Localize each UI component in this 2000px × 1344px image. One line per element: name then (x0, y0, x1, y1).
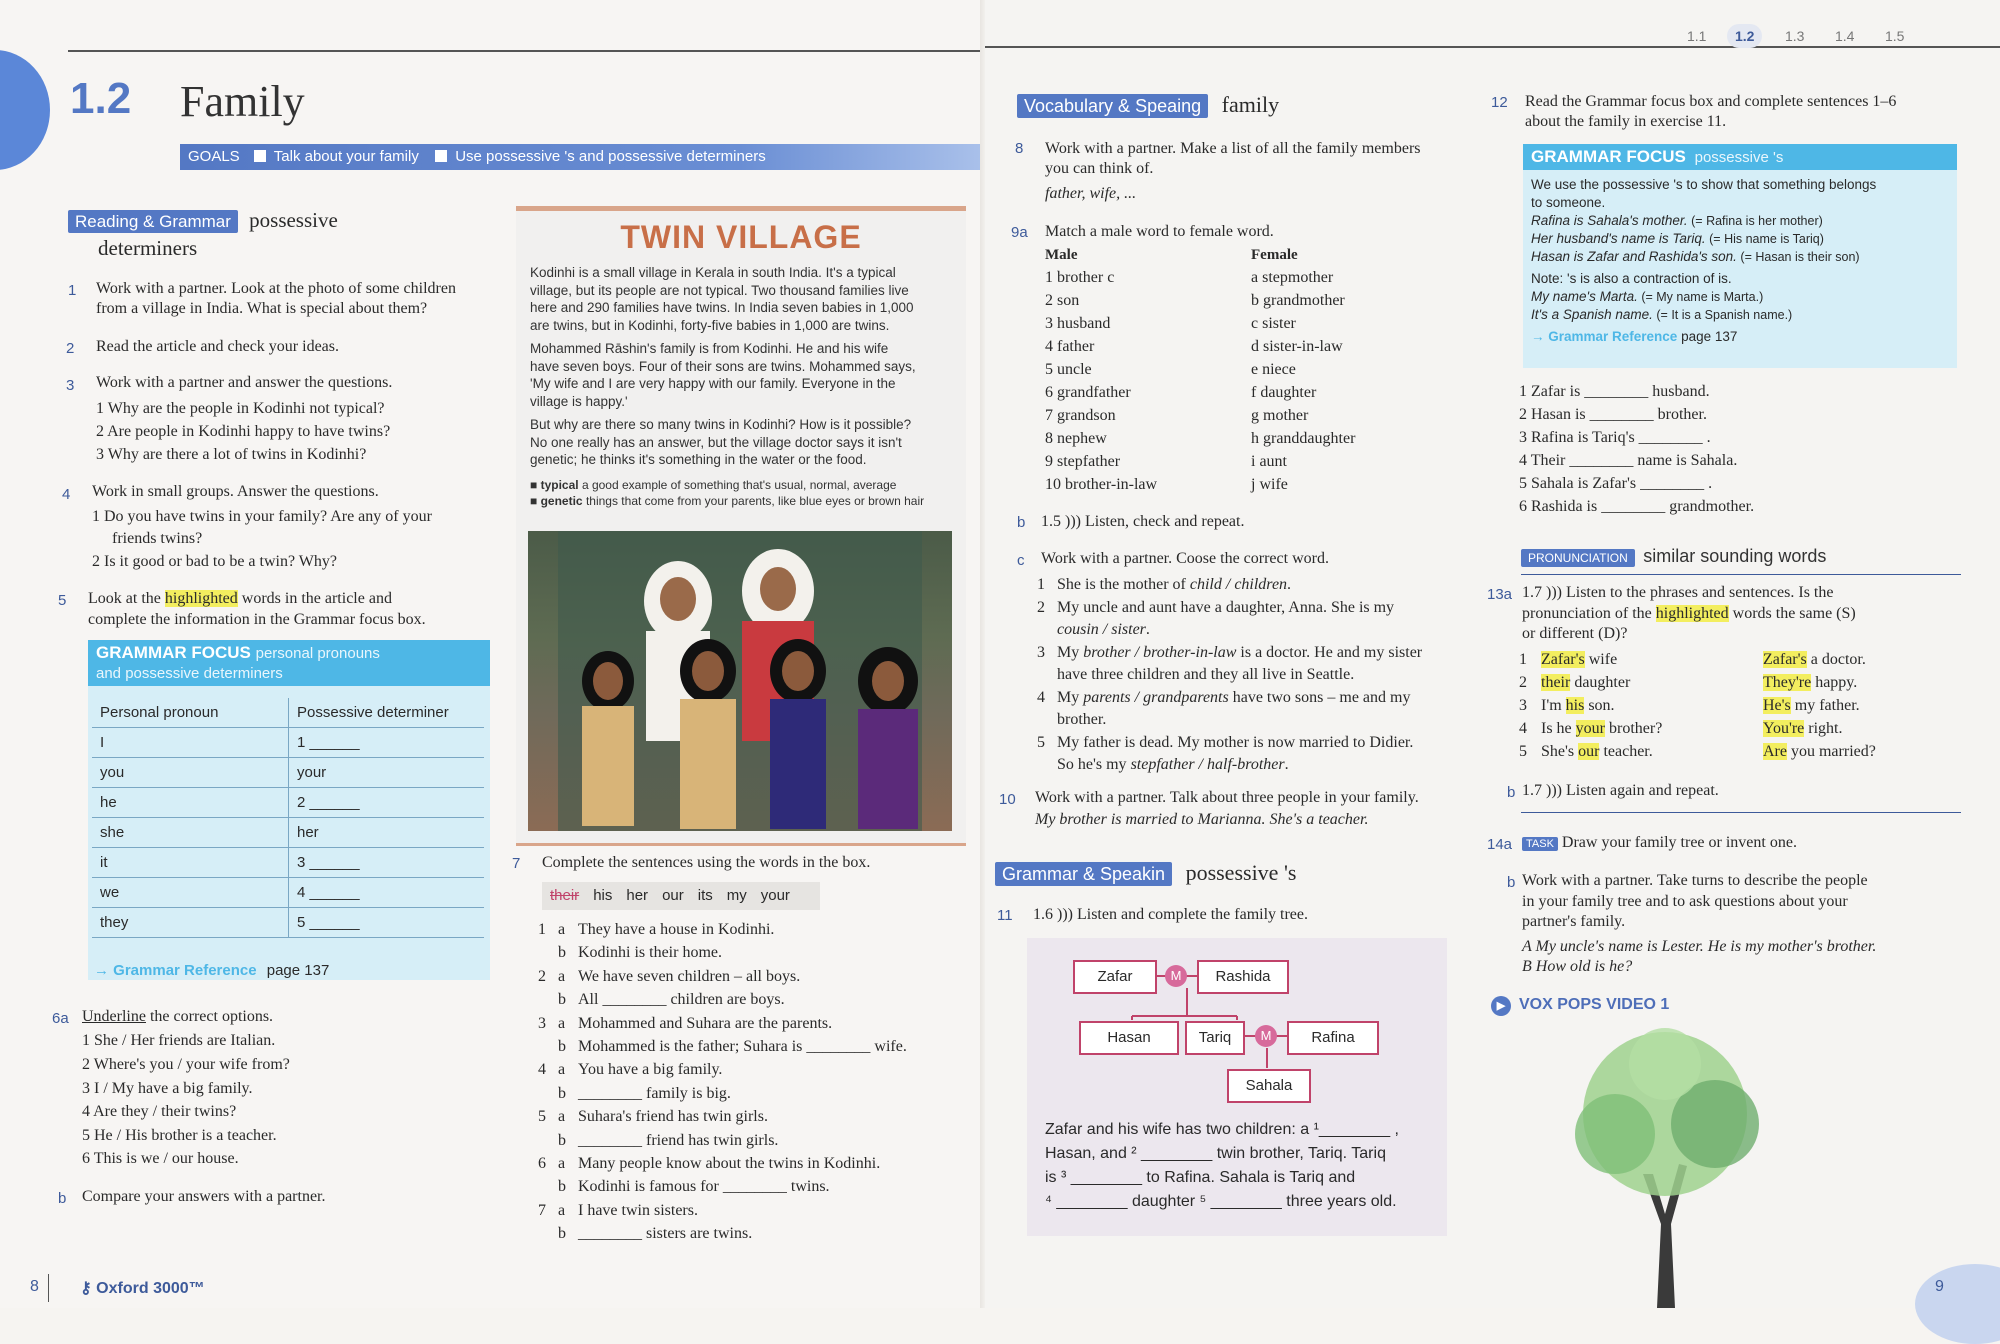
list-item[interactable]: 1 a They have a house in Kodinhi. (538, 921, 775, 938)
exercise-text: Work with a partner. Look at the photo of some children (96, 280, 456, 297)
list-item[interactable]: 1 Zafar is ________ husband. (1519, 383, 1710, 400)
section-heading-reading-grammar (68, 208, 338, 233)
list-item[interactable]: 4 Is he your brother? You're right. (1519, 720, 1843, 737)
cloze-line[interactable]: Zafar and his wife has two children: a ¹________ , (1045, 1121, 1399, 1138)
answer-blank[interactable]: 2 ______ (289, 788, 485, 818)
section-heading-pronunciation (1521, 546, 1826, 567)
gf-title: GRAMMAR FOCUS (1531, 147, 1686, 166)
twins-photo (528, 531, 952, 831)
list-item[interactable]: 2 a We have seven children – all boys. (538, 967, 801, 985)
exercise-number: 7 (512, 855, 521, 872)
children-illustration (528, 531, 952, 831)
question: 2 Is it good or bad to be a twin? Why? (92, 553, 337, 570)
example-text: My brother is married to Marianna. She's a teacher. (1035, 811, 1369, 828)
list-item[interactable]: 6 This is we / our house. (82, 1150, 239, 1167)
table-row (92, 728, 484, 758)
list-item[interactable]: g mother (1251, 407, 1309, 424)
exercise-number: 3 (66, 377, 75, 394)
exercise-text: Work with a partner and answer the questions. (96, 374, 393, 391)
exercise-text: you can think of. (1045, 160, 1154, 177)
male-words-list (1045, 266, 1157, 496)
table-cell: your (289, 758, 485, 788)
table-cell: her (289, 818, 485, 848)
table-cell: I (92, 728, 289, 758)
tree-node-tariq: Tariq (1185, 1021, 1245, 1055)
exercise-text: pronunciation of the highlighted words the same (S) (1522, 605, 1856, 622)
gf-title: GRAMMAR FOCUS (96, 643, 251, 662)
list-item[interactable]: 5 He / His brother is a teacher. (82, 1127, 277, 1144)
table-cell: they (92, 908, 289, 938)
list-item[interactable]: 6 grandfather (1045, 384, 1131, 401)
table-cell: he (92, 788, 289, 818)
table-row (92, 848, 484, 878)
section-rule (1521, 812, 1961, 813)
list-item[interactable]: 5 My father is dead. My mother is now married to Didier. (1037, 733, 1414, 751)
grammar-reference-label: → Grammar Reference (94, 962, 257, 979)
list-item[interactable]: 4 Are they / their twins? (82, 1103, 237, 1120)
grammar-reference-page: page 137 (266, 962, 330, 979)
col-header: Personal pronoun (92, 698, 289, 728)
section-heading-vocab (1017, 92, 1279, 118)
list-item[interactable]: 1 Zafar's wife Zafar's a doctor. (1519, 651, 1866, 668)
page-corner-decoration-right (1915, 1264, 2000, 1344)
bullet-icon: ■ (530, 477, 541, 492)
top-rule (985, 46, 2000, 48)
section-tag: Vocabulary & Speaing (1017, 94, 1208, 118)
table-row (92, 758, 484, 788)
exercise-text: about the family in exercise 11. (1525, 113, 1727, 130)
section-rule (1521, 574, 1961, 575)
list-item[interactable]: 7 grandson (1045, 407, 1116, 424)
word-box (542, 882, 820, 910)
exercise-number: 10 (999, 791, 1016, 808)
ex7-list (538, 918, 907, 1246)
table-cell: we (92, 878, 289, 908)
list-item[interactable]: So he's my stepfather / half-brother. (1057, 756, 1289, 773)
list-item[interactable]: b ________ sisters are twins. (558, 1225, 753, 1243)
exercise-number: b (1507, 784, 1516, 801)
list-item[interactable]: 4 Their ________ name is Sahala. (1519, 452, 1738, 469)
goal-2: Use possessive 's and possessive determiners (455, 148, 766, 165)
exercise-number: 8 (1015, 140, 1024, 157)
grammar-focus-box-2 (1523, 144, 1957, 368)
example-dialogue: A My uncle's name is Lester. He is my mother's brother. (1522, 938, 1877, 955)
list-item[interactable]: 10 brother-in-law (1045, 476, 1158, 493)
section-title-line2: determiners (98, 236, 198, 260)
answer-blank[interactable]: 4 ______ (289, 878, 485, 908)
table-cell: she (92, 818, 289, 848)
question: 3 Why are there a lot of twins in Kodinhi? (96, 446, 367, 463)
exercise-text: from a village in India. What is special about them? (96, 300, 428, 317)
table-row (92, 818, 484, 848)
audio-track-link[interactable]: 1.5 ))) Listen, check and repeat. (1041, 513, 1245, 530)
list-item[interactable]: 8 nephew (1045, 430, 1107, 447)
audio-track-link[interactable]: 1.7 ))) Listen again and repeat. (1522, 782, 1719, 799)
table-row (92, 788, 484, 818)
goal-1: Talk about your family (273, 148, 419, 165)
marriage-icon: M (1255, 1025, 1277, 1047)
grammar-focus-header (88, 640, 490, 686)
exercise-number: 13a (1487, 586, 1513, 603)
ex13a-list (1519, 648, 1876, 763)
glossary: ■ typical a good example of something that's usual, normal, average ■ genetic things that come from your parents, like blue eyes or brown hair (530, 477, 925, 508)
word-box-item: your (760, 887, 790, 904)
exercise-text: Underline the correct options. (82, 1008, 274, 1025)
tree-node-hasan: Hasan (1079, 1021, 1179, 1055)
exercise-number: b (1507, 874, 1516, 891)
list-item[interactable]: 4 a You have a big family. (538, 1061, 723, 1079)
list-item[interactable]: b Mohammed is the father; Suhara is ________ wife. (558, 1038, 907, 1056)
list-item[interactable]: b grandmother (1251, 292, 1345, 309)
list-item[interactable]: 7 a I have twin sisters. (538, 1201, 698, 1219)
list-item[interactable]: 5 Sahala is Zafar's ________ . (1519, 475, 1713, 492)
exercise-number: b (1017, 514, 1026, 531)
question: 2 Are people in Kodinhi happy to have twins? (96, 423, 391, 440)
family-tree-box (1027, 938, 1447, 1236)
list-item[interactable]: cousin / sister. (1057, 621, 1150, 638)
list-item[interactable]: b All ________ children are boys. (558, 991, 785, 1009)
play-icon: ▶ (1491, 996, 1511, 1016)
exercise-text: Work with a partner. Make a list of all the family members (1045, 140, 1421, 157)
tree-node-rashida: Rashida (1197, 960, 1289, 994)
list-item[interactable]: 5 uncle (1045, 361, 1092, 378)
exercise-text: Match a male word to female word. (1045, 223, 1274, 240)
list-item[interactable]: b ________ friend has twin girls. (558, 1131, 779, 1149)
family-tree-illustration-icon (1545, 1024, 1785, 1308)
goals-bar (180, 144, 980, 170)
list-item[interactable]: a stepmother (1251, 269, 1334, 286)
exercise-text: Read the Grammar focus box and complete sentences 1–6 (1525, 93, 1897, 110)
grammar-focus-header (1523, 144, 1957, 170)
right-page (985, 0, 2000, 1308)
question: 1 Why are the people in Kodinhi not typical? (96, 400, 385, 417)
tree-node-zafar: Zafar (1073, 960, 1157, 994)
list-item[interactable]: h granddaughter (1251, 430, 1356, 447)
exercise-text: Work with a partner. Take turns to describe the people (1522, 872, 1868, 889)
grammar-focus-box (88, 640, 490, 980)
list-item[interactable]: 3 I / My have a big family. (82, 1080, 253, 1097)
list-item[interactable]: e niece (1251, 361, 1296, 378)
grammar-reference-link[interactable]: → Grammar Reference page 137 (1531, 329, 1738, 344)
article-card (516, 206, 966, 846)
section-tag: Reading & Grammar (68, 210, 238, 233)
answer-blank[interactable]: 3 ______ (289, 848, 485, 878)
section-title: family (1221, 92, 1280, 117)
section-title: similar sounding words (1643, 546, 1827, 566)
list-item[interactable]: d sister-in-law (1251, 338, 1343, 355)
section-tag: PRONUNCIATION (1521, 549, 1635, 567)
list-item[interactable]: b Kodinhi is their home. (558, 944, 722, 962)
list-item[interactable]: 9 stepfather (1045, 453, 1121, 470)
list-item[interactable]: 2 Hasan is ________ brother. (1519, 406, 1707, 423)
vox-pops-video-link[interactable] (1491, 996, 1669, 1016)
goals-label: GOALS (188, 148, 240, 165)
example-text: father, wife, ... (1045, 185, 1137, 202)
list-item[interactable]: j wife (1251, 476, 1288, 493)
exercise-text: Work with a partner. Talk about three people in your family. (1035, 789, 1419, 806)
cloze-line[interactable]: Hasan, and ² ________ twin brother, Tariq. Tariq (1045, 1145, 1386, 1162)
table-row (92, 908, 484, 938)
exercise-number: 12 (1491, 94, 1508, 111)
pronoun-table (92, 698, 484, 938)
list-item[interactable]: 1 brother c (1045, 269, 1115, 286)
list-item[interactable]: have three children and they all live in Seattle. (1057, 666, 1355, 683)
exercise-number: 2 (66, 340, 75, 357)
word-box-item: its (697, 887, 713, 904)
table-header-row (92, 698, 484, 728)
page-number-left: 8 (30, 1278, 39, 1295)
article-paragraph: Mohammed Rāshin's family is from Kodinhi. He and his wife have seven boys. Four of their sons are twins. Mohammed says, 'My wife and I are very happy with our family. Everyone in the village is happy.' (530, 341, 916, 409)
list-item[interactable]: 1 She / Her friends are Italian. (82, 1032, 276, 1049)
article-title: TWIN VILLAGE (620, 219, 862, 255)
gf-content: We use the possessive 's to show that something belongs to someone. Rafina is Sahala's mother. (= Rafina is her mother) Her husband's name is Tariq. (= His name is Tariq) Hasan is Zafar and Rashida's son. (= Hasan is their son) Note: 's is also a contraction of is. My name's Marta. (= My name is Marta.) It's a Spanish name. (= It is a Spanish name.) → Grammar Reference page 137 (1523, 170, 1957, 352)
list-item[interactable]: brother. (1057, 711, 1107, 728)
list-item[interactable]: 2 Where's you / your wife from? (82, 1056, 290, 1073)
ex9c-list (1037, 574, 1422, 777)
tree-node-sahala: Sahala (1227, 1069, 1311, 1103)
marriage-icon: M (1165, 965, 1187, 987)
exercise-text: Read the article and check your ideas. (96, 338, 339, 355)
exercise-text: in your family tree and to ask questions about your (1522, 893, 1848, 910)
word-box-item: their (550, 887, 580, 904)
list-item[interactable]: 6 Rashida is ________ grandmother. (1519, 498, 1755, 515)
page-number-right: 9 (1935, 1278, 1944, 1295)
exercise-text: complete the information in the Grammar focus box. (88, 611, 426, 628)
exercise-text: TASK Draw your family tree or invent one. (1522, 832, 1797, 855)
unit-number: 1.2 (70, 74, 132, 123)
question: friends twins? (112, 530, 203, 547)
goal-checkbox-1[interactable] (254, 150, 266, 162)
word-box-item: her (626, 887, 649, 904)
list-item[interactable]: 1 She is the mother of child / children. (1037, 576, 1292, 593)
section-heading-grammar-speaking (995, 860, 1296, 886)
answer-blank[interactable]: 1 ______ (289, 728, 485, 758)
list-item[interactable]: 3 husband (1045, 315, 1111, 332)
grammar-reference-link[interactable] (94, 962, 329, 979)
list-item[interactable]: 5 She's our teacher. Are you married? (1519, 743, 1876, 760)
list-item[interactable]: 3 a Mohammed and Suhara are the parents. (538, 1014, 833, 1032)
exercise-text: Complete the sentences using the words in the box. (542, 854, 871, 871)
oxford-3000-logo (80, 1278, 205, 1298)
gf-subtitle-2: and possessive determiners (96, 665, 283, 682)
page-number-divider (48, 1274, 49, 1302)
nav-item-1-5[interactable]: 1.5 (1885, 28, 1905, 44)
list-item[interactable]: c sister (1251, 315, 1296, 332)
list-item[interactable]: i aunt (1251, 453, 1287, 470)
exercise-number: 5 (58, 592, 67, 609)
exercise-number: 6a (52, 1010, 69, 1027)
list-item[interactable]: 3 My brother / brother-in-law is a doctor. He and my sister (1037, 643, 1423, 661)
column-header-male: Male (1045, 247, 1078, 263)
nav-item-1-2[interactable]: 1.2 (1727, 24, 1762, 48)
article-paragraph: Kodinhi is a small village in Kerala in south India. It's a typical village, but its people are not typical. Two thousand families live here and 290 families have twins. In India seven babies in 1,000 are twins, but in Kodinhi, forty-five babies in 1,000 are twins. (530, 265, 914, 333)
list-item[interactable]: 2 My uncle and aunt have a daughter, Anna. She is my (1037, 598, 1395, 616)
tree-node-rafina: Rafina (1287, 1021, 1379, 1055)
exercise-text: Work with a partner. Coose the correct word. (1041, 550, 1329, 567)
list-item[interactable]: 2 son (1045, 292, 1080, 309)
question: 1 Do you have twins in your family? Are any of your (92, 508, 432, 525)
exercise-number: 14a (1487, 836, 1513, 853)
audio-track-link[interactable]: 1.6 ))) Listen and complete the family tree. (1033, 906, 1309, 923)
exercise-number: 11 (997, 907, 1013, 924)
exercise-number: 4 (62, 486, 71, 503)
left-page (0, 0, 985, 1308)
ex12-list (1519, 380, 1754, 518)
vox-pops-label: VOX POPS VIDEO 1 (1519, 996, 1670, 1013)
word-box-item: my (726, 887, 747, 904)
word-box-item: our (662, 887, 684, 904)
list-item[interactable]: 5 a Suhara's friend has twin girls. (538, 1108, 768, 1126)
table-cell: it (92, 848, 289, 878)
family-tree-text (1045, 1118, 1399, 1214)
article-body (516, 256, 966, 509)
page-corner-decoration (0, 50, 50, 170)
col-header: Possessive determiner (289, 698, 485, 728)
task-badge: TASK (1522, 837, 1558, 851)
key-icon: ⚷ (80, 1280, 97, 1297)
top-rule (68, 50, 980, 52)
exercise-text: or different (D)? (1522, 625, 1628, 642)
nav-item-1-4[interactable]: 1.4 (1835, 28, 1855, 44)
list-item[interactable]: b Kodinhi is famous for ________ twins. (558, 1178, 830, 1196)
exercise-text: partner's family. (1522, 913, 1626, 930)
goal-checkbox-2[interactable] (435, 150, 447, 162)
cloze-line[interactable]: is ³ ________ to Rafina. Sahala is Tariq and (1045, 1169, 1356, 1186)
article-paragraph: But why are there so many twins in Kodinhi? How is it possible? No one really has an answer, but the village doctor says it isn't genetic; he thinks it's something in the water or the food. (530, 417, 912, 467)
table-row (92, 878, 484, 908)
cloze-line[interactable]: ⁴ ________ daughter ⁵ ________ three years old. (1045, 1193, 1397, 1210)
list-item[interactable]: 2 their daughter They're happy. (1519, 674, 1858, 691)
gf-subtitle: personal pronouns (255, 645, 380, 662)
oxford-3000-label: Oxford 3000™ (96, 1280, 205, 1297)
list-item[interactable]: 3 Rafina is Tariq's ________ . (1519, 429, 1711, 446)
exercise-text: Compare your answers with a partner. (82, 1188, 326, 1205)
list-item[interactable]: 3 I'm his son. He's my father. (1519, 697, 1860, 714)
unit-title: Family (180, 77, 305, 126)
answer-blank[interactable]: 5 ______ (289, 908, 485, 938)
exercise-number: 1 (68, 282, 77, 299)
word-box-item: his (593, 887, 613, 904)
nav-item-1-1[interactable]: 1.1 (1687, 28, 1707, 44)
section-title: possessive (249, 208, 338, 232)
exercise-text: Work in small groups. Answer the questions. (92, 483, 379, 500)
column-header-female: Female (1251, 247, 1298, 263)
list-item[interactable]: 4 father (1045, 338, 1095, 355)
list-item[interactable]: f daughter (1251, 384, 1317, 401)
example-dialogue: B How old is he? (1522, 958, 1633, 975)
exercise-number: c (1017, 552, 1025, 569)
list-item[interactable]: 6 a Many people know about the twins in Kodinhi. (538, 1155, 881, 1173)
gf-subtitle: possessive 's (1694, 149, 1784, 166)
bullet-icon: ■ (530, 493, 541, 508)
table-cell: you (92, 758, 289, 788)
exercise-text: Look at the highlighted words in the article and (88, 590, 392, 607)
list-item[interactable]: 4 My parents / grandparents have two sons – me and my (1037, 688, 1411, 706)
exercise-number: 9a (1011, 224, 1028, 241)
audio-track-link[interactable]: 1.7 ))) Listen to the phrases and sentences. Is the (1522, 584, 1834, 601)
section-title: possessive 's (1185, 860, 1297, 885)
female-words-list (1251, 266, 1355, 496)
section-tag: Grammar & Speakin (995, 862, 1172, 886)
exercise-number: b (58, 1190, 67, 1207)
list-item[interactable]: b ________ family is big. (558, 1084, 731, 1102)
nav-item-1-3[interactable]: 1.3 (1785, 28, 1805, 44)
